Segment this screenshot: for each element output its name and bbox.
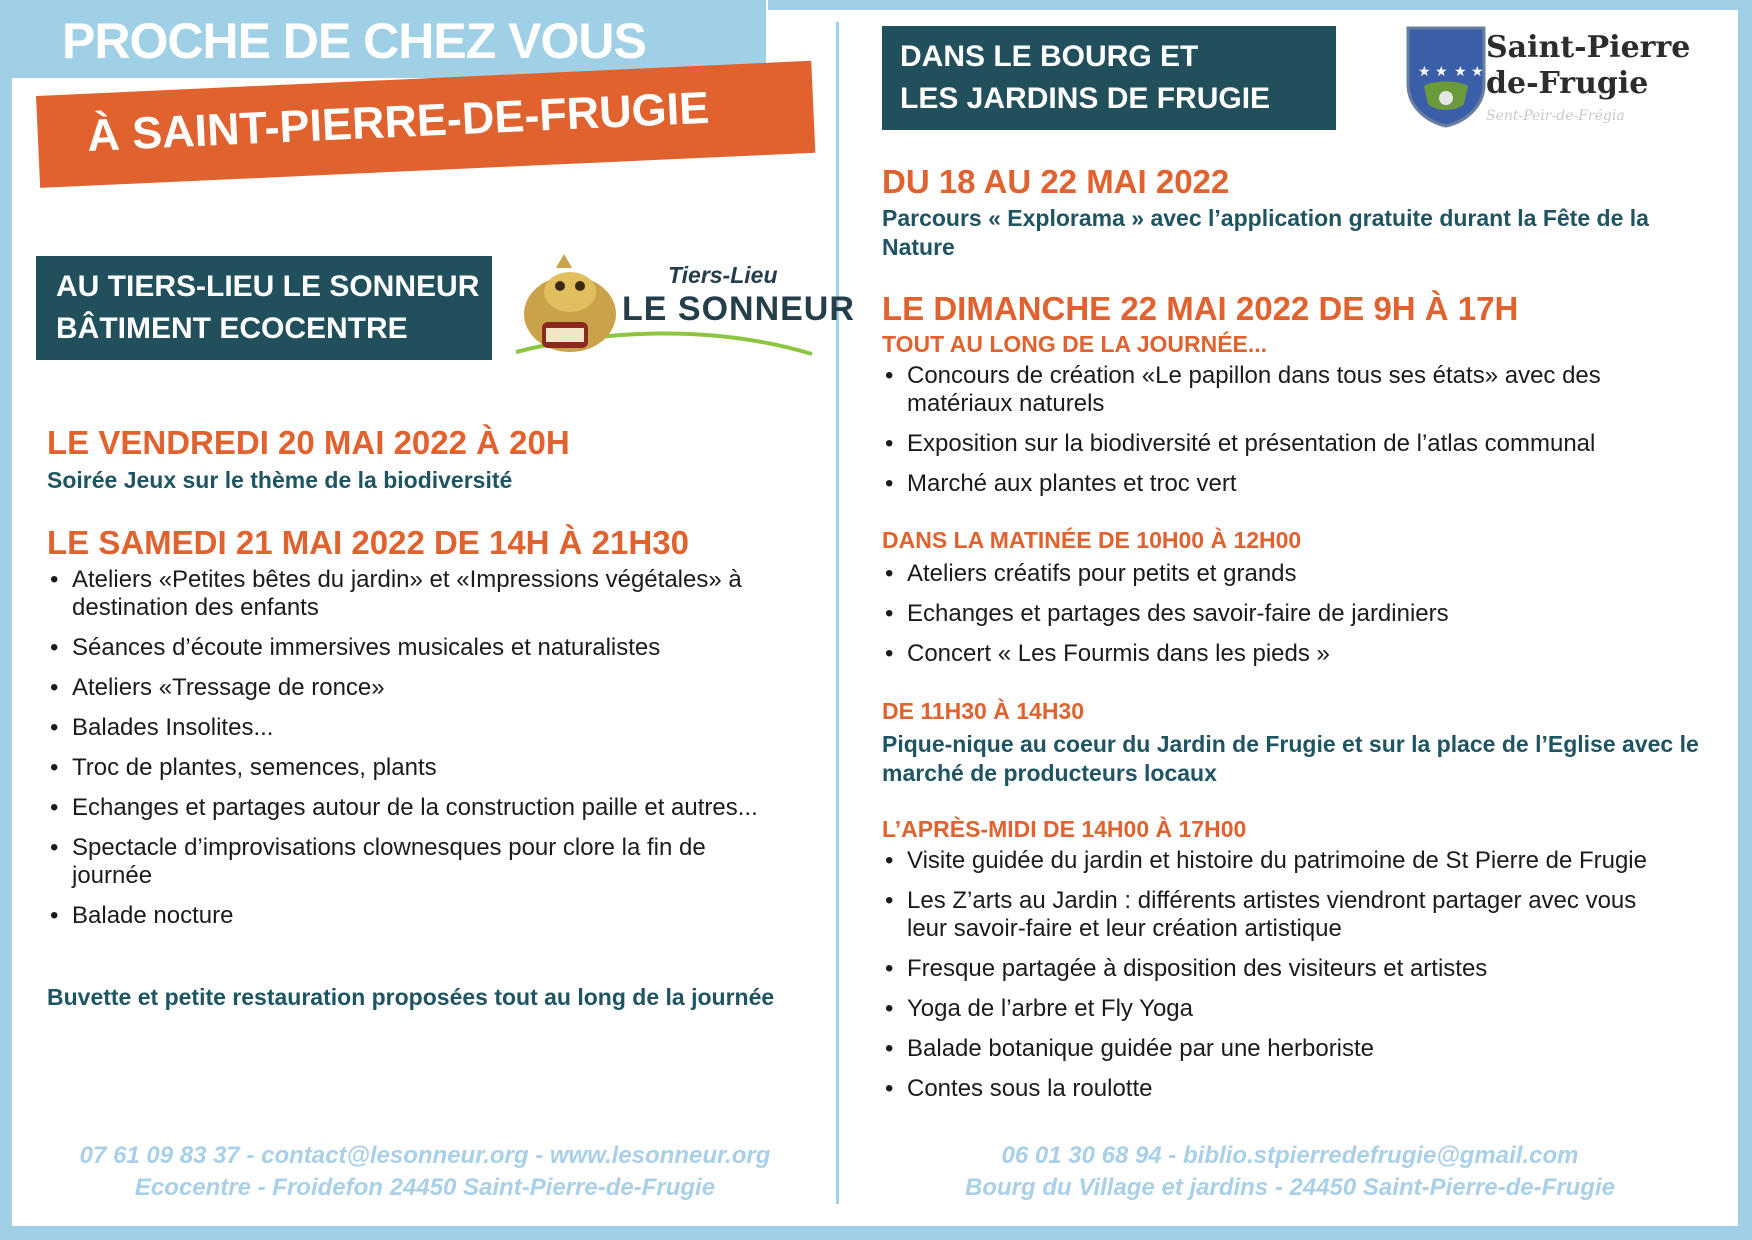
list-item: • Marché aux plantes et troc vert (882, 470, 1702, 498)
sonneur-logo-small-text: Tiers-Lieu (668, 262, 778, 288)
right-contact-line-2: Bourg du Village et jardins - 24450 Saint-Pierre-de-Frugie (965, 1174, 1615, 1201)
venue-box-sonneur (36, 256, 492, 360)
list-item: • Concert « Les Fourmis dans les pieds » (882, 640, 1702, 668)
list-item: • Concours de création «Le papillon dans tous ses états» avec des matériaux naturels (882, 362, 1702, 418)
list-item: • Troc de plantes, semences, plants (47, 754, 807, 782)
frame-right (1738, 0, 1752, 1240)
town-name-occitan: Sent-Peir-de-Frégia (1486, 108, 1625, 124)
frame-top (768, 0, 1752, 10)
venue-line-2: BÂTIMENT ECOCENTRE (56, 312, 408, 345)
list-item: • Balade nocture (47, 902, 807, 930)
header-tagline: PROCHE DE CHEZ VOUS (62, 13, 646, 69)
period-heading: DU 18 AU 22 MAI 2022 (882, 163, 1230, 200)
left-contact-line-1: 07 61 09 83 37 - contact@lesonneur.org - www.lesonneur.org (79, 1142, 771, 1169)
period-text: Parcours « Explorama » avec l’application gratuite durant la Fête de la Nature (882, 205, 1649, 260)
column-divider (836, 22, 839, 1204)
friday-text: Soirée Jeux sur le thème de la biodiversité (47, 467, 513, 493)
list-item: • Echanges et partages autour de la construction paille et autres... (47, 794, 807, 822)
list-item: • Exposition sur la biodiversité et présentation de l’atlas communal (882, 430, 1702, 458)
list-item: • Séances d’écoute immersives musicales et naturalistes (47, 634, 807, 662)
afternoon-heading: L’APRÈS-MIDI DE 14H00 À 17H00 (882, 816, 1247, 842)
town-crest-icon (1404, 24, 1488, 128)
town-name: Saint-Pierre de-Frugie (1486, 30, 1691, 101)
list-item: • Balade botanique guidée par une herboriste (882, 1035, 1702, 1063)
svg-text:★ ★: ★ ★ (1454, 64, 1484, 80)
list-item: • Balades Insolites... (47, 714, 807, 742)
left-contact (32, 1140, 818, 1204)
page-title: À SAINT-PIERRE-DE-FRUGIE (86, 81, 711, 161)
list-item: • Spectacle d’improvisations clownesques pour clore la fin de journée (47, 834, 807, 890)
sonneur-logo-big-text: LE SONNEUR (622, 290, 855, 328)
list-item: • Ateliers «Tressage de ronce» (47, 674, 807, 702)
venue-box-bourg (882, 26, 1336, 130)
saturday-heading: LE SAMEDI 21 MAI 2022 DE 14H À 21H30 (47, 524, 689, 561)
list-item: • Les Z’arts au Jardin : différents artistes viendront partager avec vous leur savoir-faire et leur création artistique (882, 887, 1702, 943)
allday-heading: TOUT AU LONG DE LA JOURNÉE... (882, 331, 1268, 357)
allday-list (882, 362, 1702, 510)
list-item: • Fresque partagée à disposition des visiteurs et artistes (882, 955, 1702, 983)
morning-heading: DANS LA MATINÉE DE 10H00 À 12H00 (882, 527, 1302, 553)
list-item: • Ateliers «Petites bêtes du jardin» et «Impressions végétales» à destination des enfants (47, 566, 807, 622)
frame-left (0, 0, 12, 1240)
svg-text:★ ★: ★ ★ (1418, 64, 1448, 80)
left-contact-line-2: Ecocentre - Froidefon 24450 Saint-Pierre-de-Frugie (134, 1174, 716, 1201)
morning-list (882, 560, 1702, 680)
buvette-note: Buvette et petite restauration proposées tout au long de la journée (47, 984, 775, 1010)
afternoon-list (882, 847, 1702, 1115)
right-contact (880, 1140, 1700, 1204)
noon-text: Pique-nique au coeur du Jardin de Frugie et sur la place de l’Eglise avec le marché de producteurs locaux (882, 731, 1699, 786)
venue-line-1: AU TIERS-LIEU LE SONNEUR (56, 270, 480, 303)
list-item: • Visite guidée du jardin et histoire du patrimoine de St Pierre de Frugie (882, 847, 1702, 875)
list-item: • Ateliers créatifs pour petits et grands (882, 560, 1702, 588)
frame-bottom (0, 1226, 1752, 1240)
venue-line-1: DANS LE BOURG ET (900, 40, 1199, 73)
saturday-list (47, 566, 807, 942)
list-item: • Contes sous la roulotte (882, 1075, 1702, 1103)
list-item: • Yoga de l’arbre et Fly Yoga (882, 995, 1702, 1023)
friday-heading: LE VENDREDI 20 MAI 2022 À 20H (47, 424, 570, 461)
list-item: • Echanges et partages des savoir-faire de jardiniers (882, 600, 1702, 628)
sunday-heading: LE DIMANCHE 22 MAI 2022 DE 9H À 17H (882, 290, 1519, 327)
venue-line-2: LES JARDINS DE FRUGIE (900, 82, 1271, 115)
right-contact-line-1: 06 01 30 68 94 - biblio.stpierredefrugie@gmail.com (1001, 1142, 1579, 1169)
noon-heading: DE 11H30 À 14H30 (882, 698, 1085, 724)
